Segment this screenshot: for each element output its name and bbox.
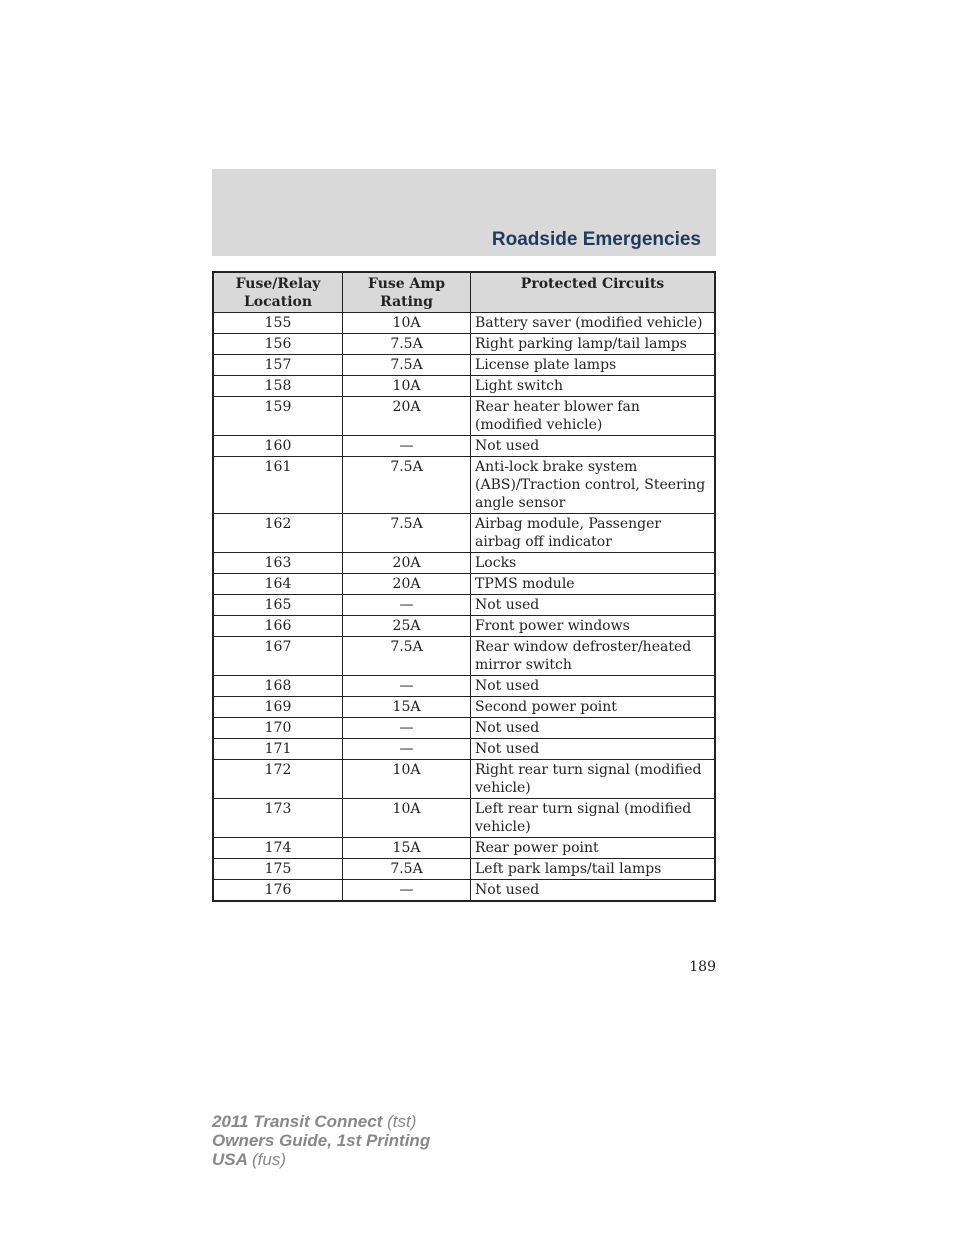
cell-rating: 20A [343,397,471,436]
footer-model: 2011 Transit Connect [212,1112,383,1131]
footer-line-3 [212,1150,430,1169]
cell-location: 159 [213,397,343,436]
column-header-circuits: Protected Circuits [471,272,716,313]
cell-location: 155 [213,313,343,334]
cell-rating: — [343,718,471,739]
cell-location: 169 [213,697,343,718]
cell-location: 175 [213,859,343,880]
cell-rating: 10A [343,760,471,799]
fuse-table [212,271,716,902]
cell-rating: — [343,880,471,902]
cell-rating: 15A [343,697,471,718]
cell-circuit: Not used [471,718,716,739]
cell-location: 176 [213,880,343,902]
table-row [213,355,715,376]
table-row [213,397,715,436]
footer-market: USA [212,1150,248,1169]
cell-circuit: Not used [471,880,716,902]
cell-location: 165 [213,595,343,616]
cell-rating: 7.5A [343,637,471,676]
cell-rating: 20A [343,553,471,574]
column-header-location: Fuse/Relay Location [213,272,343,313]
cell-circuit: Rear window defroster/heated mirror switch [471,637,716,676]
cell-circuit: License plate lamps [471,355,716,376]
cell-rating: 10A [343,376,471,397]
cell-rating: 20A [343,574,471,595]
table-row [213,718,715,739]
cell-location: 172 [213,760,343,799]
cell-rating: — [343,436,471,457]
table-row [213,880,715,902]
table-row [213,574,715,595]
cell-location: 158 [213,376,343,397]
cell-circuit: Rear heater blower fan (modified vehicle) [471,397,716,436]
cell-rating: 7.5A [343,457,471,514]
page-number: 189 [689,959,716,975]
cell-location: 174 [213,838,343,859]
cell-circuit: Locks [471,553,716,574]
footer-line-1 [212,1112,430,1131]
cell-circuit: Light switch [471,376,716,397]
table-body [213,313,715,902]
cell-rating: 10A [343,799,471,838]
cell-location: 161 [213,457,343,514]
cell-circuit: Second power point [471,697,716,718]
table-row [213,334,715,355]
table-row [213,436,715,457]
cell-rating: — [343,595,471,616]
cell-circuit: Not used [471,436,716,457]
table-row [213,457,715,514]
footer-guide: Owners Guide, 1st Printing [212,1131,431,1150]
cell-rating: — [343,739,471,760]
cell-circuit: Right parking lamp/tail lamps [471,334,716,355]
cell-circuit: Not used [471,676,716,697]
cell-circuit: Left rear turn signal (modified vehicle) [471,799,716,838]
table-row [213,514,715,553]
cell-location: 166 [213,616,343,637]
table-row [213,697,715,718]
cell-rating: 15A [343,838,471,859]
cell-location: 170 [213,718,343,739]
cell-circuit: Not used [471,739,716,760]
table-row [213,616,715,637]
footer-model-code: (tst) [387,1112,417,1131]
cell-location: 173 [213,799,343,838]
cell-location: 157 [213,355,343,376]
cell-rating: 7.5A [343,514,471,553]
cell-location: 160 [213,436,343,457]
column-header-rating: Fuse Amp Rating [343,272,471,313]
cell-rating: 7.5A [343,859,471,880]
cell-location: 164 [213,574,343,595]
cell-rating: 10A [343,313,471,334]
cell-circuit: Battery saver (modified vehicle) [471,313,716,334]
footer-info [212,1112,430,1169]
table-row [213,595,715,616]
table-row [213,637,715,676]
section-title: Roadside Emergencies [491,229,701,250]
table-row [213,799,715,838]
cell-circuit: Not used [471,595,716,616]
footer-market-code: (fus) [252,1150,286,1169]
cell-circuit: Right rear turn signal (modified vehicle) [471,760,716,799]
cell-location: 168 [213,676,343,697]
table-row [213,838,715,859]
footer-line-2 [212,1131,430,1150]
section-header-band [212,169,716,256]
cell-circuit: Front power windows [471,616,716,637]
table-row [213,676,715,697]
cell-rating: 7.5A [343,334,471,355]
cell-circuit: Airbag module, Passenger airbag off indicator [471,514,716,553]
table-row [213,553,715,574]
cell-location: 156 [213,334,343,355]
table-row [213,859,715,880]
cell-location: 163 [213,553,343,574]
cell-rating: 25A [343,616,471,637]
cell-circuit: Rear power point [471,838,716,859]
cell-circuit: TPMS module [471,574,716,595]
cell-circuit: Left park lamps/tail lamps [471,859,716,880]
table-row [213,313,715,334]
cell-location: 162 [213,514,343,553]
table-header-row [213,272,715,313]
cell-location: 167 [213,637,343,676]
cell-location: 171 [213,739,343,760]
cell-rating: — [343,676,471,697]
table-row [213,376,715,397]
table-row [213,760,715,799]
cell-rating: 7.5A [343,355,471,376]
cell-circuit: Anti-lock brake system (ABS)/Traction control, Steering angle sensor [471,457,716,514]
table-row [213,739,715,760]
